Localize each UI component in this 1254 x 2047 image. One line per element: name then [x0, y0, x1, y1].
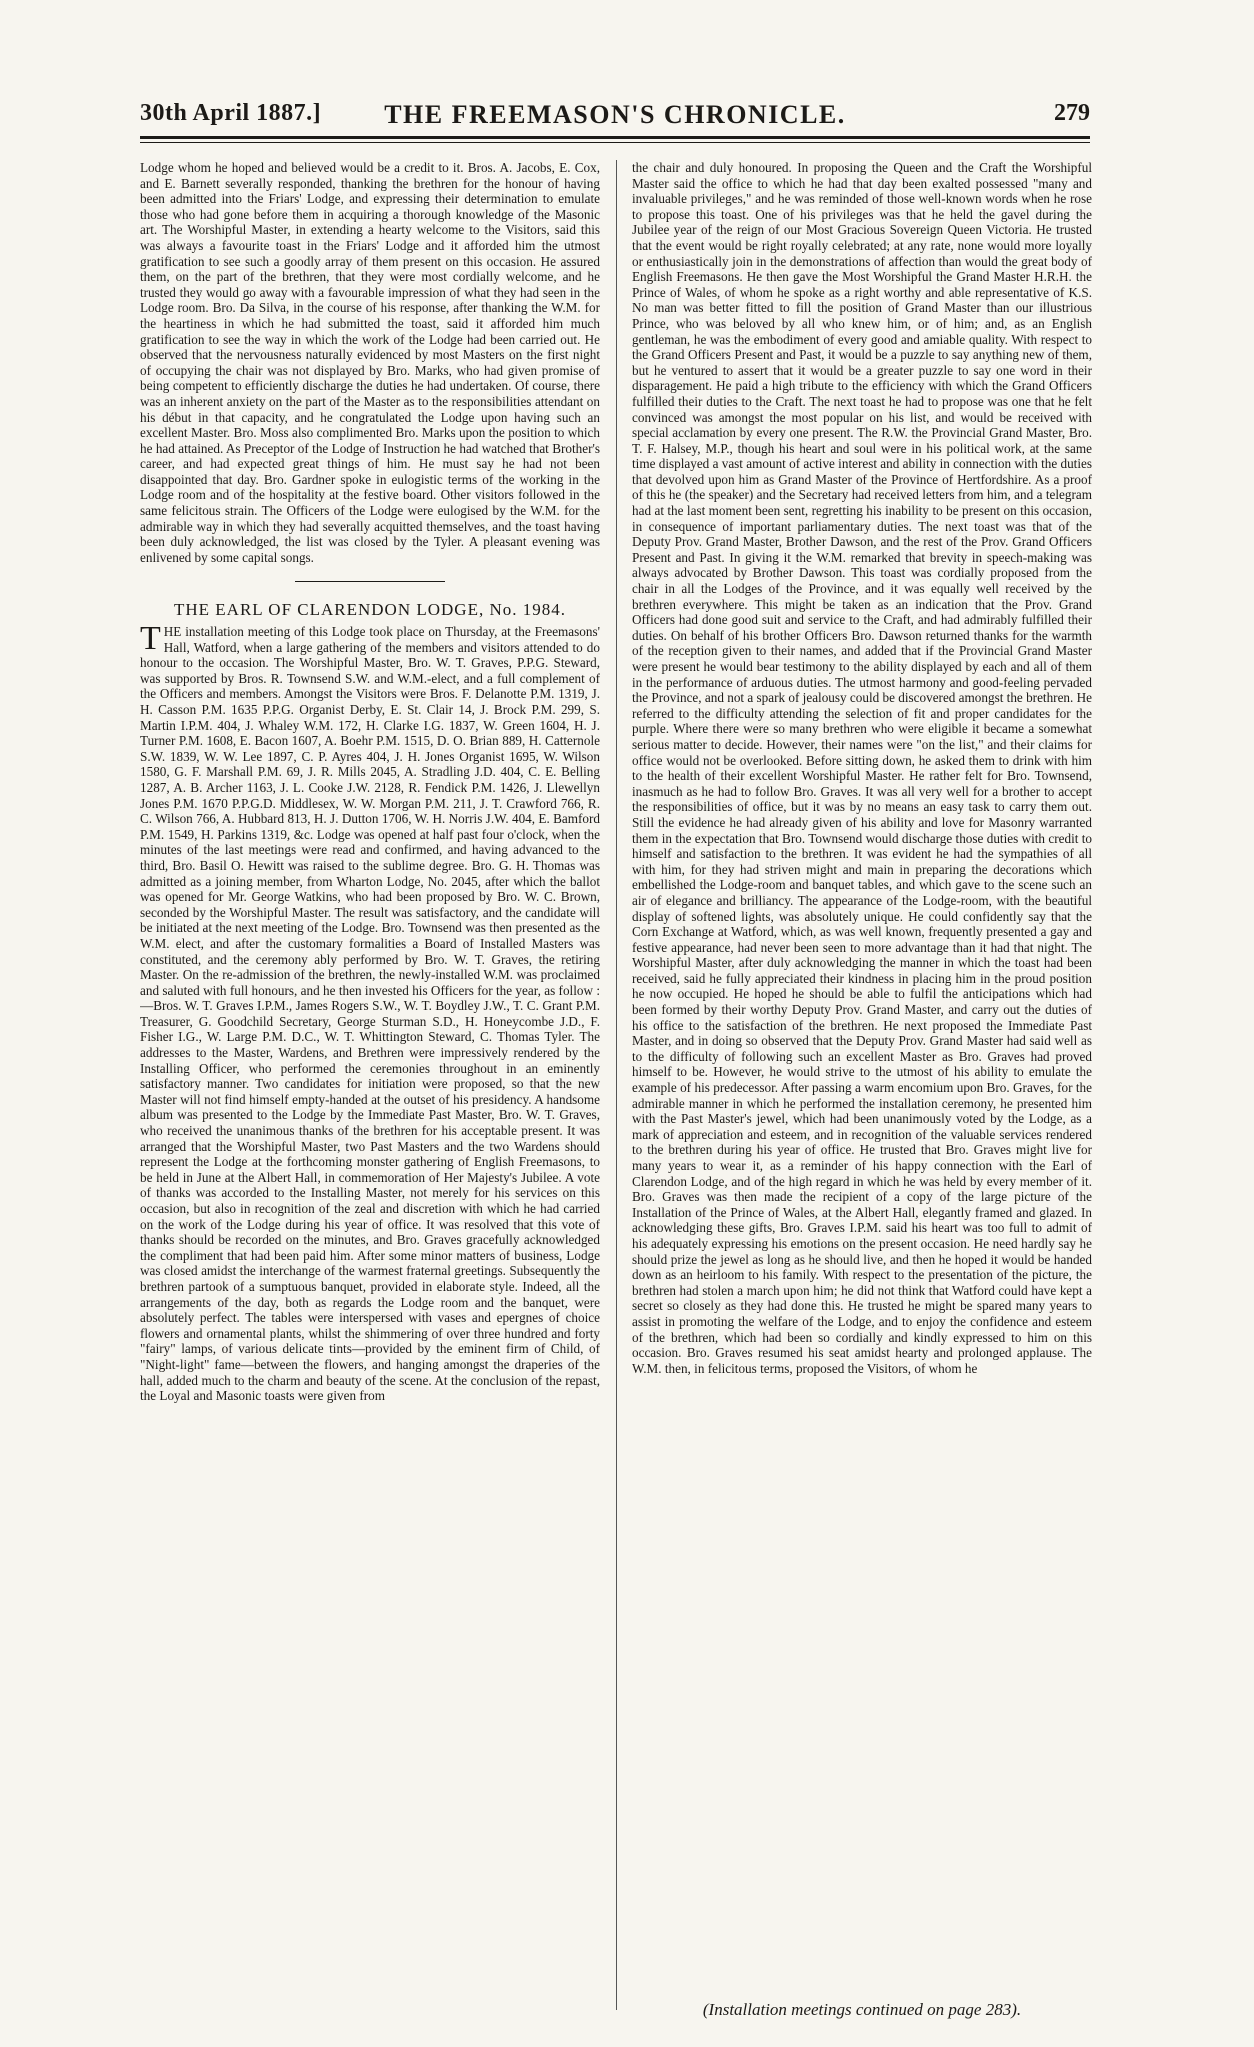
issue-date: 30th April 1887.] [140, 100, 322, 126]
article-paragraph [140, 620, 600, 1404]
header-rule-thin [140, 142, 1090, 143]
publication-title: THE FREEMASON'S CHRONICLE. [384, 100, 846, 129]
drop-cap: T [140, 620, 161, 658]
header-rule-thick [140, 136, 1090, 139]
column-divider [616, 160, 617, 2010]
intro-paragraph: Lodge whom he hoped and believed would be a credit to it. Bros. A. Jacobs, E. Cox, and E. Barnett severally responded, thanking the brethren for the honour of having been admitted into the Friars' Lodge, and expressing their determination to emulate those who had gone before them in acquiring a thorough knowledge of the Masonic art. The Worshipful Master, in extending a hearty welcome to the Visitors, said this was always a favourite toast in the Friars' Lodge and it afforded him the utmost gratification to see such a goodly array of them present on this occasion. He assured them, on the part of the brethren, that they were most cordially welcome, and he trusted they would go away with a favourable impression of what they had seen in the Lodge room. Bro. Da Silva, in the course of his response, after thanking the W.M. for the heartiness in which he had submitted the toast, said it afforded him much gratification to see the way in which the work of the Lodge had been carried out. He observed that the nervousness naturally evidenced by most Masters on the first night of occupying the chair was not displayed by Bro. Marks, who had given promise of being competent to efficiently discharge the duties he had undertaken. Of course, there was an inherent anxiety on the part of the Master as to the responsibilities attendant on his début in that capacity, and he congratulated the Lodge upon having such an excellent Master. Bro. Moss also complimented Bro. Marks upon the position to which he had attained. As Preceptor of the Lodge of Instruction he had watched that Brother's career, and had expected great things of him. He must say he had not been disappointed that day. Bro. Gardner spoke in eulogistic terms of the working in the Lodge room and of the hospitality at the festive board. Other visitors followed in the same felicitous strain. The Officers of the Lodge were eulogised by the W.M. for the admirable way in which they had severally acquitted themselves, and the toast having been duly acknowledged, the list was closed by the Tyler. A pleasant evening was enlivened by some capital songs. [140, 160, 600, 565]
page-number: 279 [1054, 100, 1090, 126]
page-header [140, 100, 1090, 136]
section-heading: THE EARL OF CLARENDON LODGE, No. 1984. [174, 600, 566, 620]
right-column-paragraph: the chair and duly honoured. In proposing the Queen and the Craft the Worshipful Master said the office to which he had that day been exalted possessed "many and invaluable privileges," and he was reminded of those well-known words when he rose to propose this toast. One of his privileges was that he held the gavel during the Jubilee year of the reign of our Most Gracious Sovereign Queen Victoria. He trusted that the event would be right royally celebrated; at any rate, none would more loyally or enthusiastically join in the demonstrations of affection than would the great body of English Freemasons. He then gave the Most Worshipful the Grand Master H.R.H. the Prince of Wales, of whom he spoke as a right worthy and able representative of K.S. No man was better fitted to fill the position of Grand Master than our illustrious Prince, who was beloved by all who knew him, or of him; and, as an English gentleman, he was the embodiment of every good and amiable quality. With respect to the Grand Officers Present and Past, it would be a puzzle to say anything new of them, but he ventured to assert that it would be a greater puzzle to say one word in their disparagement. He paid a high tribute to the efficiency with which the Grand Officers fulfilled their duties to the Craft. The next toast he had to propose was one that he felt convinced was amongst the most popular on his list, and would be received with special acclamation by every one present. The R.W. the Provincial Grand Master, Bro. T. F. Halsey, M.P., though his heart and soul were in his political work, at the same time displayed a vast amount of active interest and ability in connection with the duties that devolved upon him as Grand Master of the Province of Hertfordshire. As a proof of this he (the speaker) and the Secretary had received letters from him, and a telegram had at the last moment been sent, regretting his inability to be present on this occasion, in consequence of important parliamentary duties. The next toast was that of the Deputy Prov. Grand Master, Brother Dawson, and the rest of the Prov. Grand Officers Present and Past. In giving it the W.M. remarked that brevity in speech-making was always advocated by Brother Dawson. This toast was cordially proposed from the chair in all the Lodges of the Province, and it was equally well received by the brethren everywhere. This might be taken as an indication that the Prov. Grand Officers had done good suit and service to the Craft, and had admirably fulfilled their duties. On behalf of his brother Officers Bro. Dawson returned thanks for the warmth of the reception given to their names, and added that if the Provincial Grand Master were present he would bear testimony to the ability displayed by each and all of them in the performance of arduous duties. The utmost harmony and good-feeling pervaded the Province, and not a spark of jealousy could be discovered amongst the brethren. He referred to the difficulty attending the selection of fit and proper candidates for the purple. Where there were so many brethren who were eligible it became a somewhat serious matter to decide. However, their names were "on the list," and their claims for office would not be overlooked. Before sitting down, he asked them to drink with him to the health of their excellent Worshipful Master. He rather felt for Bro. Townsend, inasmuch as he had to follow Bro. Graves. It was all very well for a brother to accept the responsibilities of office, but it was by no means an easy task to carry them out. Still the evidence he had already given of his ability and love for Masonry warranted them in the expectation that Bro. Townsend would discharge those duties with credit to himself and satisfaction to the brethren. It was evident he had the sympathies of all with him, for they had striven might and main in preparing the decorations which embellished the Lodge-room and banquet tables, and which gave to the scene such an air of elegance and brilliancy. The appearance of the Lodge-room, with the beautiful display of softened lights, was absolutely unique. He could confidently say that the Corn Exchange at Watford, which, as was well known, frequently presented a gay and festive appearance, had never been seen to more advantage than it had that night. The Worshipful Master, after duly acknowledging the manner in which the toast had been received, said he fully appreciated their kindness in placing him in the proud position he now occupied. He hoped he should be able to fulfil the anticipations which had been formed by their worthy Deputy Prov. Grand Master, and carry out the duties of his office to the satisfaction of the brethren. He next proposed the Immediate Past Master, and in doing so observed that the Deputy Prov. Grand Master had said well as to the difficulty of following such an excellent Master as Bro. Graves had proved himself to be. However, he would strive to the utmost of his ability to emulate the example of his predecessor. After passing a warm encomium upon Bro. Graves, for the admirable manner in which he performed the installation ceremony, he presented him with the Past Master's jewel, which had been unanimously voted by the Lodge, as a mark of appreciation and esteem, and in recognition of the valuable services rendered to the brethren during his year of office. He trusted that Bro. Graves might live for many years to wear it, as a reminder of his happy connection with the Earl of Clarendon Lodge, and of the high regard in which he was held by every member of it. Bro. Graves was then made the recipient of a copy of the large picture of the Installation of the Prince of Wales, at the Albert Hall, elegantly framed and glazed. In acknowledging these gifts, Bro. Graves I.P.M. said his heart was too full to admit of his adequately expressing his emotions on the present occasion. He need hardly say he should prize the jewel as long as he should live, and then he hoped it would be handed down as an heirloom to his family. With respect to the presentation of the picture, the brethren had stolen a march upon him; he did not think that Watford could have kept a secret so closely as they had done this. He trusted he might be spared many years to assist in promoting the welfare of the Lodge, and to enjoy the confidence and esteem of the brethren, which had been so cordially and kindly expressed to him on this occasion. Bro. Graves resumed his seat amidst hearty and prolonged applause. The W.M. then, in felicitous terms, proposed the Visitors, of whom he [632, 160, 1092, 1376]
article-text: HE installation meeting of this Lodge took place on Thursday, at the Freemasons' Hall, Watford, when a large gathering of the members and visitors attended to do honour to the occasion. The Worshipful Master, Bro. W. T. Graves, P.P.G. Steward, was supported by Bros. R. Townsend S.W. and W.M.-elect, and a full complement of the Officers and members. Amongst the Visitors were Bros. F. Delanotte P.M. 1319, J. H. Casson P.M. 1635 P.P.G. Organist Derby, E. St. Clair 14, J. Brock P.M. 299, S. Martin I.P.M. 404, J. Whaley W.M. 172, H. Clarke I.G. 1837, W. Green 1604, H. J. Turner P.M. 1608, E. Bacon 1607, A. Boehr P.M. 1515, D. O. Brian 889, H. Catternole S.W. 1839, W. W. Lee 1897, C. P. Ayres 404, J. H. Jones Organist 1695, W. Wilson 1580, G. F. Marshall P.M. 69, J. R. Mills 2045, A. Stradling J.D. 404, C. E. Belling 1287, A. B. Archer 1163, J. L. Cooke J.W. 2128, R. Fendick P.M. 1426, J. Llewellyn Jones P.M. 1670 P.P.G.D. Middlesex, W. W. Morgan P.M. 211, J. T. Crawford 766, R. C. Wilson 766, A. Hubbard 813, H. J. Dutton 1706, W. H. Norris J.W. 404, E. Bamford P.M. 1549, H. Parkins 1319, &c. Lodge was opened at half past four o'clock, when the minutes of the last meetings were read and confirmed, and having advanced to the third, Bro. Basil O. Hewitt was raised to the sublime degree. Bro. G. H. Thomas was admitted as a joining member, from Wharton Lodge, No. 2045, after which the ballot was opened for Mr. George Watkins, who had been proposed by Bro. W. C. Brown, seconded by the Worshipful Master. The result was satisfactory, and the candidate will be initiated at the next meeting of the Lodge. Bro. Townsend was then presented as the W.M. elect, and after the customary formalities a Board of Installed Masters was constituted, and the ceremony ably performed by Bro. W. T. Graves, the retiring Master. On the re-admission of the brethren, the newly-installed W.M. was proclaimed and saluted with full honours, and he then invested his Officers for the year, as follow :—Bros. W. T. Graves I.P.M., James Rogers S.W., W. T. Boydley J.W., T. C. Grant P.M. Treasurer, G. Goodchild Secretary, George Sturman S.D., H. Honeycombe J.D., F. Fisher I.G., W. Large P.M. D.C., W. T. Whittington Steward, C. Thomas Tyler. The addresses to the Master, Wardens, and Brethren were impressively rendered by the Installing Officer, who performed the ceremonies throughout in an eminently satisfactory manner. Two candidates for initiation were proposed, so that the new Master will not find himself empty-handed at the outset of his presidency. A handsome album was presented to the Lodge by the Immediate Past Master, Bro. W. T. Graves, who received the unanimous thanks of the brethren for his acceptable present. It was arranged that the Worshipful Master, two Past Masters and the two Wardens should represent the Lodge at the forthcoming monster gathering of English Freemasons, to be held in June at the Albert Hall, in commemoration of Her Majesty's Jubilee. A vote of thanks was accorded to the Installing Master, not merely for his services on this occasion, but also in recognition of the zeal and discretion with which he had carried on the work of the Lodge during his year of office. It was resolved that this vote of thanks should be recorded on the minutes, and Bro. Graves gracefully acknowledged the compliment that had been paid him. After some minor matters of business, Lodge was closed amidst the interchange of the warmest fraternal greetings. Subsequently the brethren partook of a sumptuous banquet, provided in elaborate style. Indeed, all the arrangements of the day, both as regards the Lodge room and the banquet, were absolutely perfect. The tables were interspersed with vases and epergnes of choice flowers and ornamental plants, whilst the shimmering of over three hundred and forty "fairy" lamps, of various delicate tints—provided by the eminent firm of Child, of "Night-light" fame—between the flowers, and hanging amongst the draperies of the hall, added much to the charm and beauty of the scene. At the conclusion of the repast, the Loyal and Masonic toasts were given from [140, 624, 600, 1404]
right-column [632, 160, 1092, 2000]
left-column [140, 160, 600, 2020]
section-divider [295, 581, 445, 582]
continuation-note: (Installation meetings continued on page 283). [702, 2000, 1022, 2019]
